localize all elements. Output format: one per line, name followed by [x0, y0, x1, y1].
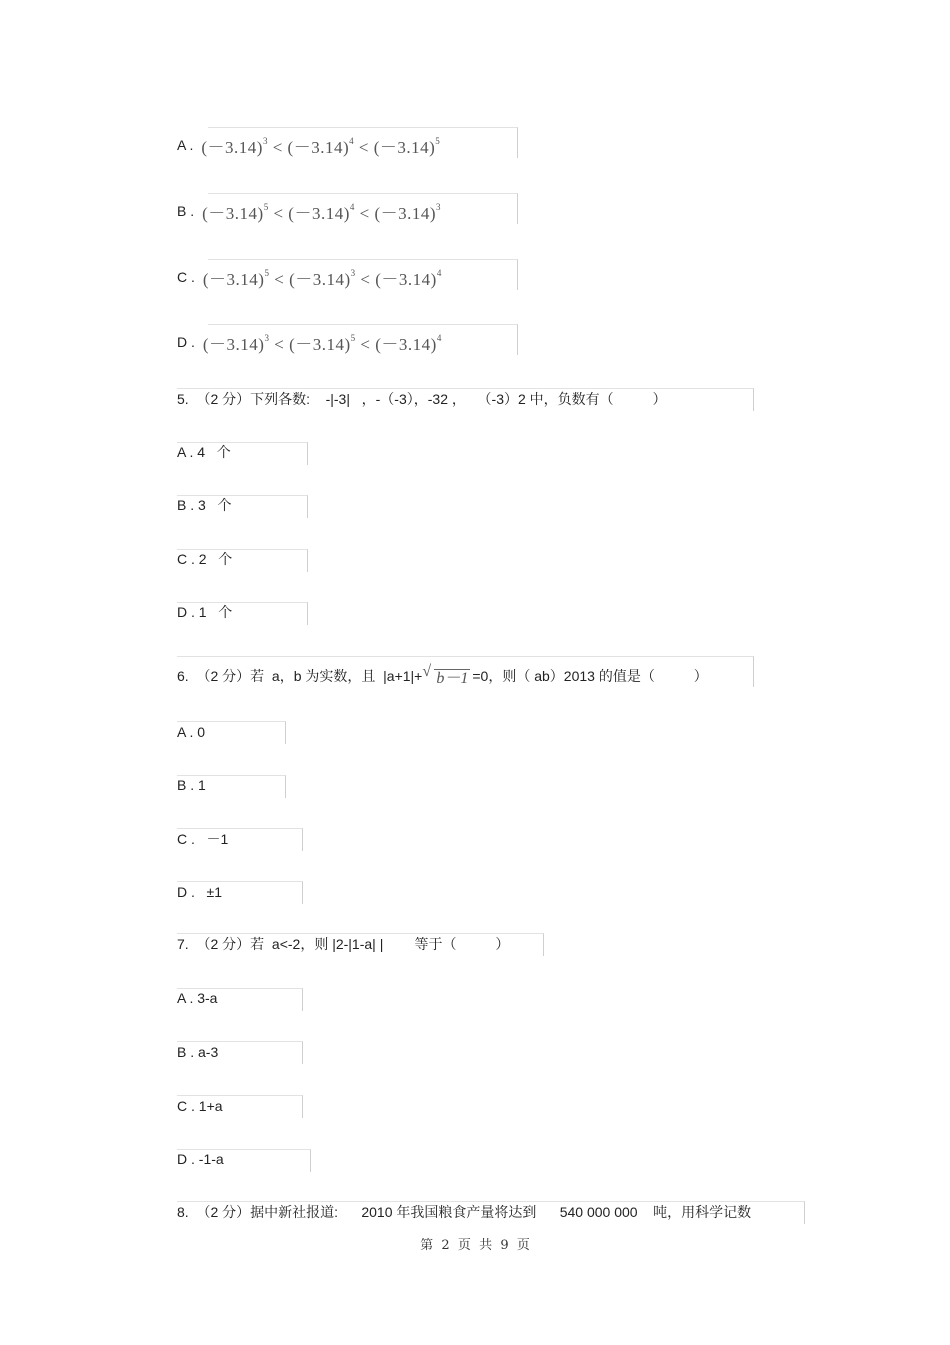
question-text: 8. （2 分）据中新社报道: 2010 年我国粮食产量将达到 540 000 000 吨，用科学记数	[177, 1204, 752, 1220]
option-label: A .	[177, 137, 194, 153]
sqrt-formula: √ b－1	[422, 662, 469, 687]
q7-option-b[interactable]: B . a-3	[177, 1044, 219, 1060]
q4-option-c[interactable]	[177, 262, 442, 292]
option-label: D .	[177, 334, 195, 350]
question-5	[177, 384, 667, 414]
question-6	[177, 661, 708, 691]
q5-option-d[interactable]: D . 1 个	[177, 604, 233, 620]
q6-option-b[interactable]: B . 1	[177, 777, 206, 793]
q5-option-a[interactable]: A . 4 个	[177, 444, 231, 460]
q7-option-c[interactable]: C . 1+a	[177, 1098, 223, 1114]
question-text: 7. （2 分）若 a<-2，则 |2-|1-a| | 等于（ ）	[177, 936, 510, 952]
formula: $(-3.14)^5 < (-3.14)^3 < (-3.14)^4$	[202, 267, 442, 289]
formula: $(-3.14)^5 < (-3.14)^4 < (-3.14)^3$	[202, 201, 442, 223]
question-text: 6. （2 分）若 a，b 为实数，且 |a+1|+	[177, 668, 423, 684]
q6-option-c[interactable]: C . －1	[177, 831, 229, 847]
q4-option-a[interactable]	[177, 130, 440, 160]
q4-option-d[interactable]	[177, 327, 442, 357]
formula: $(-3.14)^3 < (-3.14)^5 < (-3.14)^4$	[202, 332, 442, 354]
option-label: C .	[177, 269, 195, 285]
q6-option-a[interactable]: A . 0	[177, 724, 206, 740]
q5-option-c[interactable]: C . 2 个	[177, 551, 233, 567]
option-label: B .	[177, 203, 195, 219]
question-text-cont: =0，则（ ab）2013 的值是（ ）	[472, 668, 708, 684]
page-footer: 第 2 页 共 9 页	[420, 1238, 530, 1253]
question-text: 5. （2 分）下列各数: -|-3| ，-（-3），-32 ， （-3）2 中，负数有（ ）	[177, 391, 667, 407]
question-7	[177, 929, 509, 959]
q7-option-a[interactable]: A . 3-a	[177, 990, 218, 1006]
question-8	[177, 1197, 751, 1227]
q7-option-d[interactable]: D . -1-a	[177, 1151, 224, 1167]
formula: $(-3.14)^3 < (-3.14)^4 < (-3.14)^5$	[201, 135, 441, 157]
q5-option-b[interactable]: B . 3 个	[177, 497, 232, 513]
q4-option-b[interactable]	[177, 196, 441, 226]
q6-option-d[interactable]: D . ±1	[177, 884, 223, 900]
